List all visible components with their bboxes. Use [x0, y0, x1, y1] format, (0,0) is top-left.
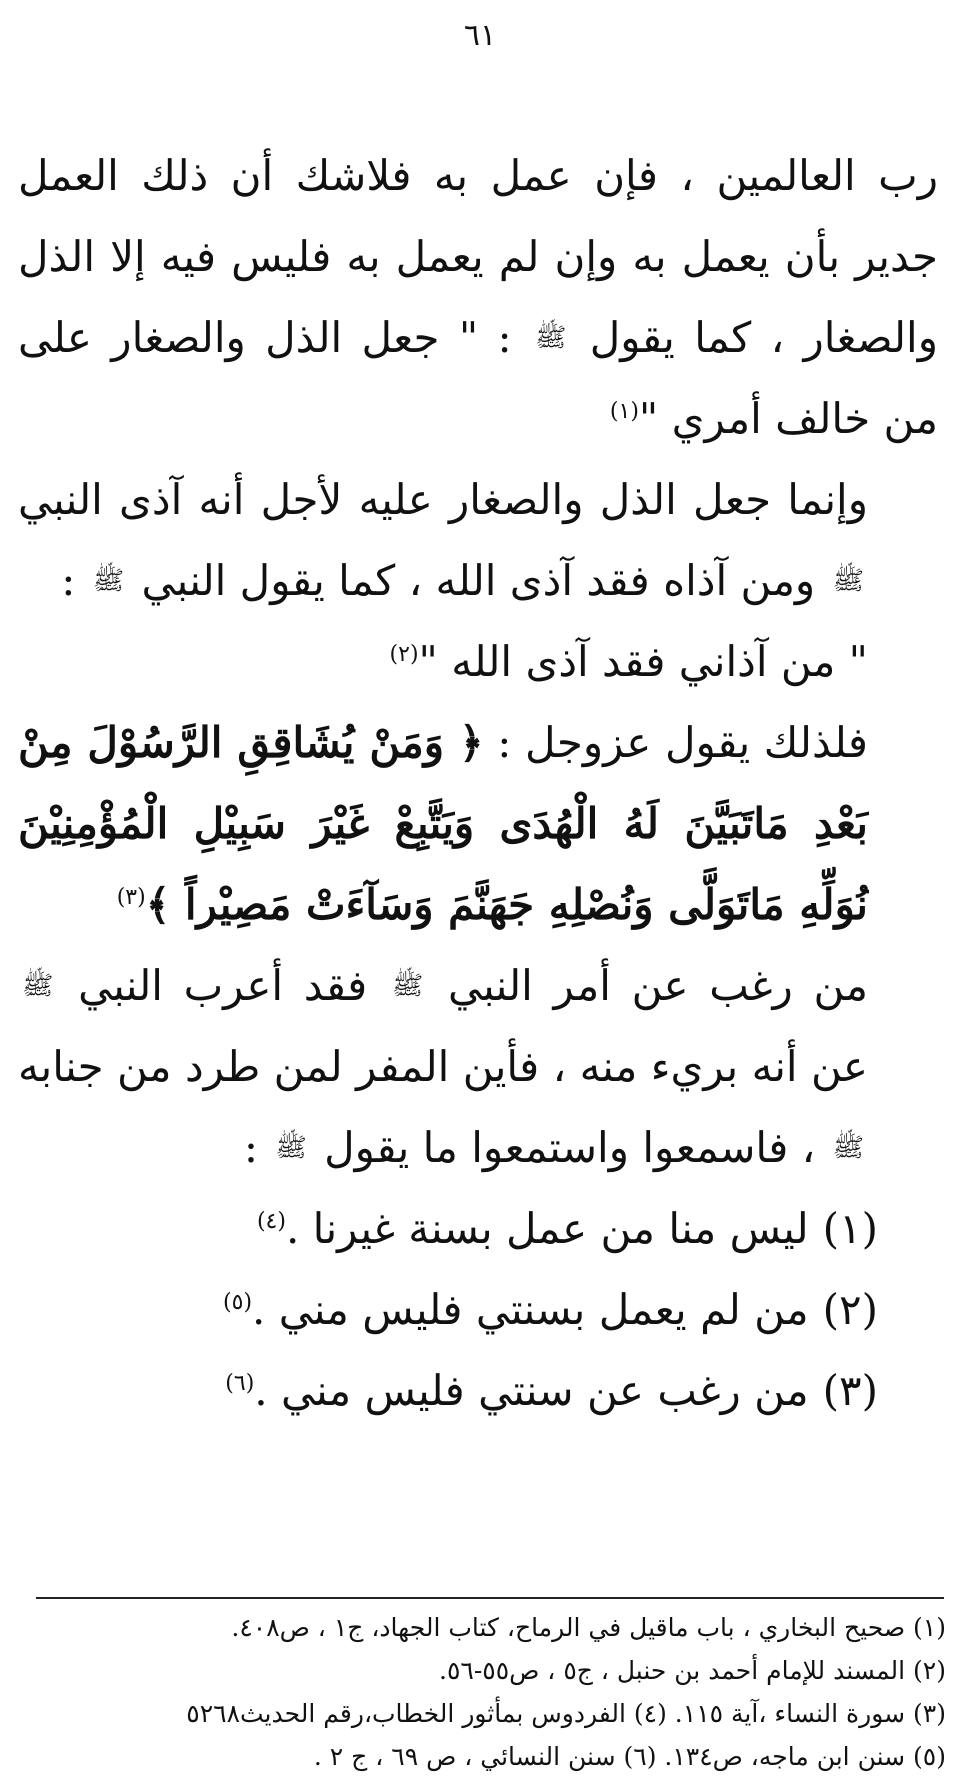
list-item — [18, 1269, 938, 1350]
footnote-divider — [36, 1597, 944, 1599]
salutation-mark: ﷺ — [22, 971, 54, 1001]
footnote-line: (٢) المسند للإمام أحمد بن حنبل ، ج٥ ، ص٥٥-٥٦. — [439, 1656, 946, 1685]
quran-verse: ﴿ وَمَنْ يُشَاقِقِ الرَّسُوْلَ مِنْ بَعْدِ مَاتَبَيَّنَ لَهُ الْهُدَى وَيَتَّبِعْ غَيْرَ سَبِيْلِ الْمُؤْمِنِيْنَ نُوَلِّهِ مَاتَوَلَّى وَنُصْلِهِ جَهَنَّمَ وَسَآءَتْ مَصِيْراً ﴾ — [18, 718, 868, 929]
salutation-mark: ﷺ — [275, 1133, 307, 1163]
paragraph-1-text: رب العالمين ، فإن عمل به فلاشك أن ذلك العمل جدير بأن يعمل به وإن لم يعمل به فليس فيه إلا الذل والصغار ، كما يقول — [18, 151, 938, 362]
salutation-mark: ﷺ — [534, 323, 567, 353]
paragraph-5-text-e: : — [243, 1123, 258, 1172]
paragraph-5-text-d: ، فاسمعوا واستمعوا ما يقول — [324, 1123, 816, 1172]
list-item-number: (٣) — [822, 1366, 878, 1415]
paragraph-2-text-b: ومن آذاه فقد آذى الله ، كما يقول النبي — [141, 556, 816, 605]
list-item-number: (١) — [822, 1204, 878, 1253]
paragraph-2-text-c: : — [61, 556, 76, 605]
paragraph-3-hadith — [18, 621, 938, 702]
list-item — [18, 1188, 938, 1269]
paragraph-5 — [18, 945, 938, 1188]
footnote-line: (٣) سورة النساء ،آية ١١٥. (٤) الفردوس بمأثور الخطاب،رقم الحديث٥٢٦٨ — [186, 1699, 946, 1728]
footnotes — [28, 1606, 946, 1778]
paragraph-1 — [18, 135, 938, 459]
paragraph-4-text: فلذلك يقول عزوجل : — [497, 718, 869, 767]
paragraph-4 — [18, 702, 938, 945]
footnote-ref-1: (١) — [609, 399, 639, 424]
footnote-ref-2: (٢) — [389, 642, 419, 667]
footnote-line: (١) صحيح البخاري ، باب ماقيل في الرماح، كتاب الجهاد، ج١ ، ص٤٠٨. — [231, 1613, 946, 1642]
footnote-ref-6: (٦) — [225, 1371, 255, 1396]
paragraph-5-text-a: من رغب عن أمر النبي — [448, 961, 868, 1010]
footnote-ref-5: (٥) — [223, 1290, 253, 1315]
salutation-mark: ﷺ — [92, 566, 125, 596]
salutation-mark: ﷺ — [832, 566, 864, 596]
paragraph-3-text: " من آذاني فقد آذى الله " — [418, 637, 868, 686]
footnote-ref-4: (٤) — [256, 1209, 286, 1234]
paragraph-5-text-c: عن أنه بريء منه ، فأين المفر لمن طرد من جنابه — [18, 1042, 868, 1091]
page-number: ٦١ — [463, 18, 497, 53]
list-item-text: من لم يعمل بسنتي فليس مني . — [252, 1285, 809, 1334]
paragraph-2 — [18, 459, 938, 621]
list-item-text: ليس منا من عمل بسنة غيرنا . — [285, 1204, 809, 1253]
list-item-text: من رغب عن سنتي فليس مني . — [254, 1366, 809, 1415]
list-item-number: (٢) — [822, 1285, 878, 1334]
salutation-mark: ﷺ — [832, 1133, 864, 1163]
salutation-mark: ﷺ — [391, 971, 424, 1001]
paragraph-2-text-a: وإنما جعل الذل والصغار عليه لأجل أنه آذى النبي — [18, 475, 868, 524]
main-text — [18, 135, 938, 1431]
paragraph-1-quote: : " جعل الذل والصغار على من خالف أمري " — [18, 313, 938, 443]
footnote-line: (٥) سنن ابن ماجه، ص١٣٤. (٦) سنن النسائي ، ص ٦٩ ، ج ٢ . — [313, 1742, 946, 1771]
list-item — [18, 1350, 938, 1431]
footnote-ref-3: (٣) — [116, 885, 146, 910]
paragraph-5-text-b: فقد أعرب النبي — [78, 961, 368, 1010]
